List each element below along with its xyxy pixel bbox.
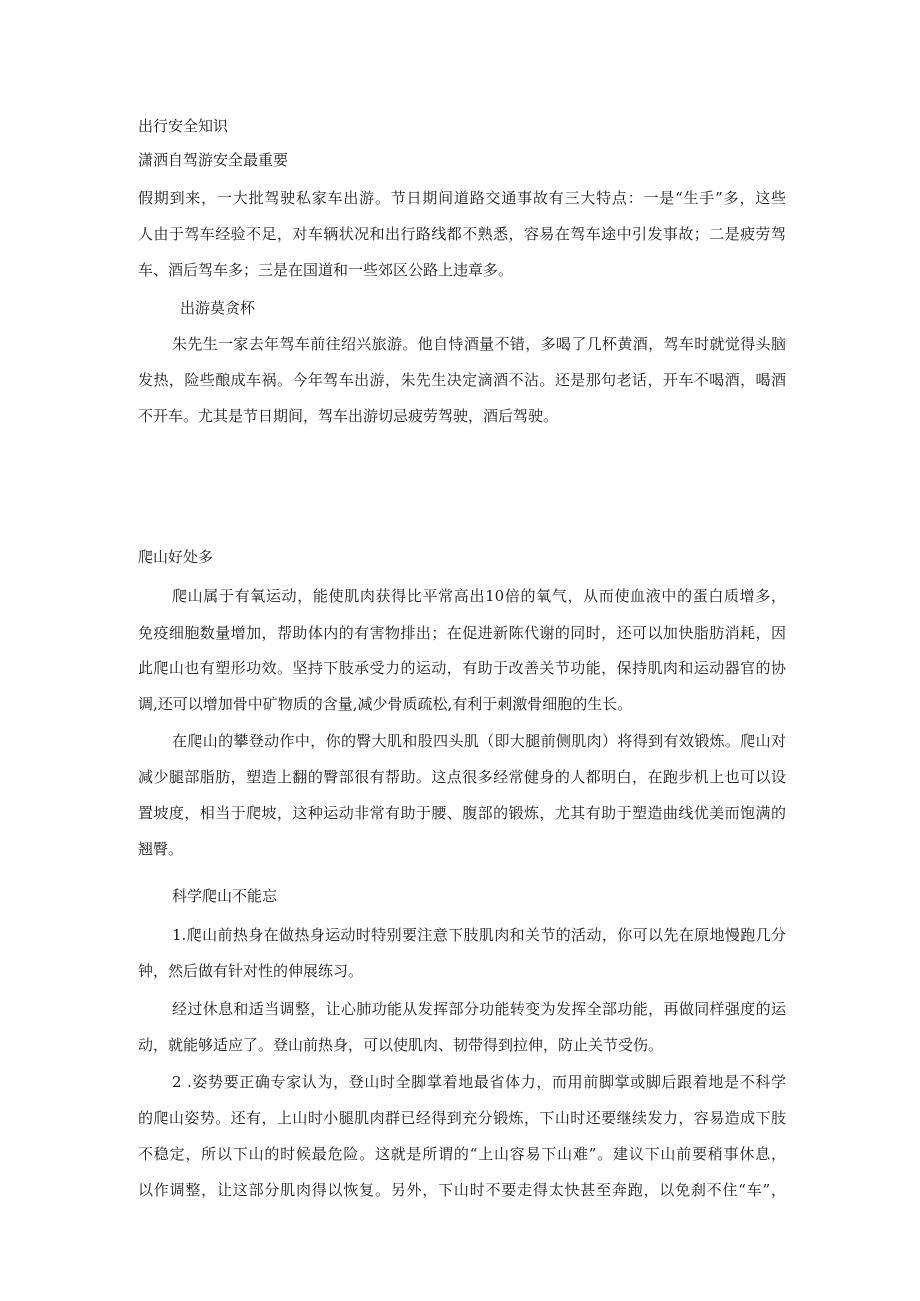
subheading: 出游莫贪杯 (180, 299, 256, 317)
paragraph-line: 的爬山姿势。还有，上山时小腿肌肉群已经得到充分锻炼，下山时还要继续发力，容易造成下肢 (138, 1109, 786, 1127)
paragraph-line: 置坡度，相当于爬坡，这种运动非常有助于腰、腹部的锻炼，尤其有助于塑造曲线优美而饱满的 (138, 804, 786, 822)
paragraph-line: 1.爬山前热身在做热身运动时特别要注意下肢肌肉和关节的活动，你可以先在原地慢跑几分 (172, 926, 786, 944)
paragraph-line: 调,还可以增加骨中矿物质的含量,减少骨质疏松,有利于刺激骨细胞的生长。 (138, 695, 633, 713)
paragraph-line: 翘臀。 (138, 840, 184, 858)
paragraph-line: 在爬山的攀登动作中，你的臀大肌和股四头肌（即大腿前侧肌肉）将得到有效锻炼。爬山对 (172, 732, 786, 750)
paragraph-line: 不开车。尤其是节日期间，驾车出游切忌疲劳驾驶，酒后驾驶。 (138, 407, 559, 425)
paragraph-line: 减少腿部脂肪，塑造上翻的臀部很有帮助。这点很多经常健身的人都明白，在跑步机上也可以设 (138, 768, 786, 786)
document-title: 出行安全知识 (138, 117, 229, 135)
paragraph-line: 爬山属于有氧运动，能使肌肉获得比平常高出10倍的氧气，从而使血液中的蛋白质增多， (172, 587, 786, 605)
paragraph-line: 发热，险些酿成车祸。今年驾车出游，朱先生决定滴酒不沾。还是那句老话，开车不喝酒，喝酒 (138, 371, 786, 389)
section-heading: 潇洒自驾游安全最重要 (138, 151, 289, 169)
paragraph-line: 经过休息和适当调整，让心肺功能从发挥部分功能转变为发挥全部功能，再做同样强度的运 (172, 1000, 786, 1018)
paragraph-line: 人由于驾车经验不足，对车辆状况和出行路线都不熟悉，容易在驾车途中引发事故；二是疲劳驾 (138, 225, 786, 243)
section-heading: 爬山好处多 (138, 548, 214, 566)
paragraph-line: 动，就能够适应了。登山前热身，可以使肌肉、韧带得到拉伸，防止关节受伤。 (138, 1036, 664, 1054)
paragraph-line: 不稳定，所以下山的时候最危险。这就是所谓的“上山容易下山难”。建议下山前要稍事休息， (138, 1145, 786, 1163)
paragraph-line: 车、酒后驾车多；三是在国道和一些郊区公路上违章多。 (138, 261, 514, 279)
paragraph-line: 以作调整，让这部分肌肉得以恢复。另外，下山时不要走得太快甚至奔跑，以免刹不住“车”， (138, 1181, 786, 1199)
paragraph-line: 此爬山也有塑形功效。坚持下肢承受力的运动，有助于改善关节功能，保持肌肉和运动器官的协 (138, 659, 786, 677)
paragraph-line: 朱先生一家去年驾车前往绍兴旅游。他自恃酒量不错，多喝了几杯黄酒，驾车时就觉得头脑 (172, 335, 786, 353)
subheading: 科学爬山不能忘 (172, 887, 278, 905)
paragraph-line: 假期到来，一大批驾驶私家车出游。节日期间道路交通事故有三大特点：一是“生手”多，这些 (138, 189, 786, 207)
paragraph-line: 2 .姿势要正确专家认为，登山时全脚掌着地最省体力，而用前脚掌或脚后跟着地是不科学 (172, 1073, 786, 1091)
paragraph-line: 免疫细胞数量增加，帮助体内的有害物排出；在促进新陈代谢的同时，还可以加快脂肪消耗，因 (138, 624, 786, 642)
paragraph-line: 钟，然后做有针对性的伸展练习。 (138, 962, 364, 980)
